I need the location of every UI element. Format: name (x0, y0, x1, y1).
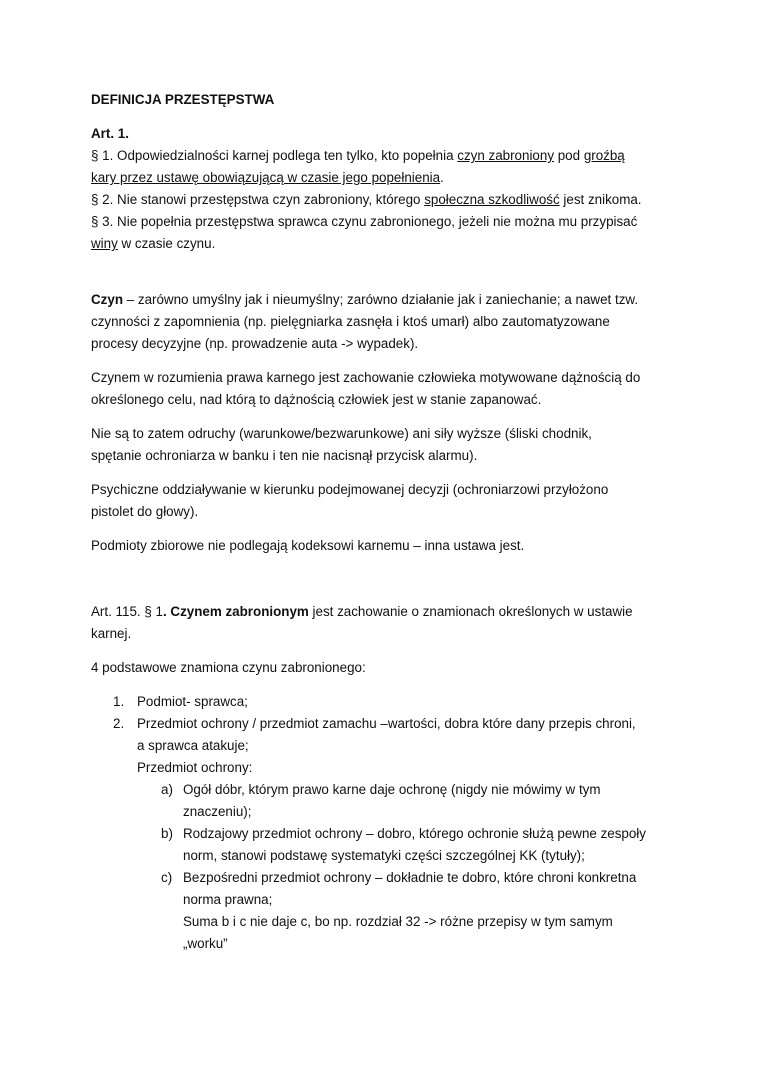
term-kary-przez-ustawe: kary przez ustawę obowiązującą w czasie jego popełnienia (91, 170, 441, 185)
sublist-item-c-line2: norma prawna; (183, 892, 273, 907)
paragraph-czynem-line2: określonego celu, nad którą to dążnością człowiek jest w stanie zapanować. (91, 392, 542, 407)
list-item-1: Podmiot- sprawca; (137, 694, 248, 709)
list-number-2: 2. (113, 716, 125, 731)
list-number-1: 1. (113, 694, 125, 709)
term-czyn-zabroniony: czyn zabroniony (457, 148, 555, 163)
czyn-definition-line1: Czyn – zarówno umyślny jak i nieumyślny; zarówno działanie jak i zaniechanie; a nawet tzw. (91, 292, 639, 307)
document-title: DEFINICJA PRZESTĘPSTWA (91, 92, 275, 107)
term-czyn: Czyn (91, 292, 123, 307)
term-spoleczna-szkodliwosc: społeczna szkodliwość (424, 192, 560, 207)
paragraph-psychiczne-line2: pistolet do głowy). (91, 504, 199, 519)
art1-par1-line2: kary przez ustawę obowiązującą w czasie jego popełnienia. (91, 170, 444, 185)
art115-line2: karnej. (91, 626, 132, 641)
term-winy: winy (91, 236, 118, 251)
art1-par3-line2: winy w czasie czynu. (91, 236, 216, 251)
art115-line1: Art. 115. § 1. Czynem zabronionym jest zachowanie o znamionach określonych w ustawie (91, 604, 633, 619)
term-grozba: groźbą (583, 148, 625, 163)
term-czynem-zabronionym: . Czynem zabronionym (162, 604, 309, 619)
art1-heading: Art. 1. (91, 126, 129, 141)
art1-par2: § 2. Nie stanowi przestępstwa czyn zabroniony, którego społeczna szkodliwość jest znikoma. (91, 192, 642, 207)
sublist-marker-c: c) (161, 870, 173, 885)
czyn-definition-line2: czynności z zapomnienia (np. pielęgniarka zasnęła i ktoś umarł) albo zautomatyzowane (91, 314, 610, 329)
list-item-2-line1: Przedmiot ochrony / przedmiot zamachu –wartości, dobra które dany przepis chroni, (137, 716, 636, 731)
sublist-marker-b: b) (161, 826, 173, 841)
list-item-2-line2: a sprawca atakuje; (137, 738, 249, 753)
sublist-item-c-line3: Suma b i c nie daje c, bo np. rozdział 32 -> różne przepisy w tym samym (183, 914, 613, 929)
sublist-item-b-line1: Rodzajowy przedmiot ochrony – dobro, którego ochronie służą pewne zespoły (183, 826, 646, 841)
list-intro: 4 podstawowe znamiona czynu zabronionego: (91, 660, 366, 675)
paragraph-psychiczne-line1: Psychiczne oddziaływanie w kierunku podejmowanej decyzji (ochroniarzowi przyłożono (91, 482, 609, 497)
sublist-item-a-line1: Ogół dóbr, którym prawo karne daje ochronę (nigdy nie mówimy w tym (183, 782, 601, 797)
art1-par3-line1: § 3. Nie popełnia przestępstwa sprawca czynu zabronionego, jeżeli nie można mu przypisać (91, 214, 638, 229)
paragraph-odruchy-line2: spętanie ochroniarza w banku i ten nie nacisnął przycisk alarmu). (91, 448, 478, 463)
sublist-item-a-line2: znaczeniu); (183, 804, 252, 819)
paragraph-czynem-line1: Czynem w rozumienia prawa karnego jest zachowanie człowieka motywowane dążnością do (91, 370, 641, 385)
czyn-definition-line3: procesy decyzyjne (np. prowadzenie auta -> wypadek). (91, 336, 419, 351)
sublist-marker-a: a) (161, 782, 173, 797)
sublist-item-c-line4: „worku” (183, 936, 228, 951)
sublist-item-b-line2: norm, stanowi podstawę systematyki części szczególnej KK (tytuły); (183, 848, 585, 863)
art1-par1-line1: § 1. Odpowiedzialności karnej podlega ten tylko, kto popełnia czyn zabroniony pod groźbą (91, 148, 625, 163)
paragraph-odruchy-line1: Nie są to zatem odruchy (warunkowe/bezwarunkowe) ani siły wyższe (śliski chodnik, (91, 426, 592, 441)
paragraph-podmioty: Podmioty zbiorowe nie podlegają kodeksowi karnemu – inna ustawa jest. (91, 538, 525, 553)
sublist-item-c-line1: Bezpośredni przedmiot ochrony – dokładnie te dobro, które chroni konkretna (183, 870, 637, 885)
list-item-2-line3: Przedmiot ochrony: (137, 760, 253, 775)
